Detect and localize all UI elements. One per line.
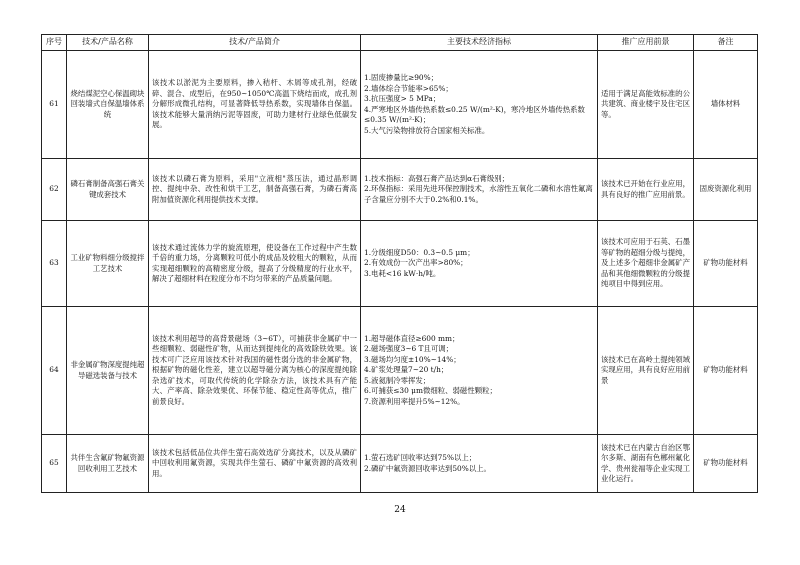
indicator-line: 1.分级细度D50：0.3~0.5 μm； <box>364 247 475 257</box>
technology-catalog-table <box>41 34 758 493</box>
indicator-line: 5.大气污染物排放符合国家相关标准。 <box>364 125 490 135</box>
row-name: 工业矿物料细分级搅拌工艺技术 <box>67 221 149 307</box>
row-note: 矿物功能材料 <box>694 435 758 493</box>
page-number: 24 <box>394 505 406 515</box>
table-row <box>42 435 758 493</box>
row-note: 矿物功能材料 <box>694 221 758 307</box>
row-seq: 64 <box>42 307 67 435</box>
indicator-line: 1.固废掺量比≥90%； <box>364 73 439 82</box>
indicator-line: 2.墙体综合节能率>65%； <box>364 83 453 93</box>
indicator-line: 2.磷矿中氟资源回收率达到50%以上。 <box>364 463 491 473</box>
row-intro: 该技术包括低品位共伴生萤石高效选矿分离技术，以及从磷矿中回收利用氟资源，实现共伴生萤石、磷矿中氟资源的高效利用。 <box>149 435 361 493</box>
row-note: 矿物功能材料 <box>694 307 758 435</box>
indicator-line: 1.萤石选矿回收率达到75%以上； <box>364 453 477 462</box>
row-note: 固废资源化利用 <box>694 159 758 221</box>
header-name: 技术/产品名称 <box>67 35 149 51</box>
indicator-line: 4.矿浆处理量7~20 t/h； <box>364 365 449 375</box>
table-row <box>42 221 758 307</box>
row-seq: 63 <box>42 221 67 307</box>
indicator-line: 2.有效成份一次产出率>80%； <box>364 258 468 268</box>
row-name: 非金属矿物深度提纯超导磁选装备与技术 <box>67 307 149 435</box>
header-note: 备注 <box>694 35 758 51</box>
row-seq: 62 <box>42 159 67 221</box>
header-indicators: 主要技术经济指标 <box>361 35 598 51</box>
indicator-line: 1.技术指标：高强石膏产品达到α石膏级别； <box>364 173 510 183</box>
row-prospect: 该技术已在高岭土提纯领域实现应用，具有良好应用前景 <box>598 307 694 435</box>
table-row <box>42 159 758 221</box>
table-row <box>42 307 758 435</box>
indicator-line: 7.资源利用率提升5%~12%。 <box>364 396 465 406</box>
row-name: 磷石膏制备高强石膏关键成套技术 <box>67 159 149 221</box>
row-intro: 该技术以淤泥为主要原料，掺入秸杆、木屑等成孔剂，经破碎、混合、成型后，在950~1050℃高温下烧结而成，成孔剂分解形成微孔结构，可显著降低导热系数，实现墙体自保温。该技术能够大量消纳污泥等固废，可助力建材行业绿色低碳发展。 <box>149 51 361 159</box>
row-intro: 该技术通过流体力学的旋流原理，使设备在工作过程中产生数千倍的重力场，分离颗粒可低小的成品及较粗大的颗粒，从而实现超细颗粒的高精密度分级，提高了分级精度的行业水平，解决了超细材料在粒度分布不均匀带来的产品质量问题。 <box>149 221 361 307</box>
header-intro: 技术/产品简介 <box>149 35 361 51</box>
row-seq: 65 <box>42 435 67 493</box>
row-name: 烧结煤泥空心保温砌块回装墙式自保温墙体系统 <box>67 51 149 159</box>
indicator-line: 3.磁场均匀度±10%~14%； <box>364 354 461 364</box>
row-indicators <box>361 51 598 159</box>
indicator-line: 2.环保指标：采用先进环保控制技术，水溶性五氧化二磷和水溶性氟离子含量应分别不大于0.2%和0.1%。 <box>364 184 593 204</box>
table-header-row <box>42 35 758 51</box>
row-prospect: 适用于满足高能效标准的公共建筑、商业楼宇及住宅区等。 <box>598 51 694 159</box>
header-prospect: 推广应用前景 <box>598 35 694 51</box>
row-name: 共伴生含氟矿物氟资源回收利用工艺技术 <box>67 435 149 493</box>
indicator-line: 3.电耗<16 kW·h/吨。 <box>364 268 441 278</box>
row-prospect: 该技术已在内蒙古自治区鄂尔多斯、湖南有色郴州氟化学、贵州瓮福等企业实现工业化运行。 <box>598 435 694 493</box>
row-prospect: 该技术可应用于石英、石墨等矿物的超细分级与提纯，及上述多个超细非金属矿产品和其他细微颗粒的分级提纯项目中得到应用。 <box>598 221 694 307</box>
row-indicators <box>361 221 598 307</box>
indicator-line: 3.抗压强度> 5 MPa； <box>364 94 441 103</box>
row-indicators <box>361 159 598 221</box>
header-seq: 序号 <box>42 35 67 51</box>
row-note: 墙体材料 <box>694 51 758 159</box>
indicator-line: 1.超导磁体直径≥600 mm； <box>364 333 460 343</box>
indicator-line: 2.磁场强度3~6 T且可调； <box>364 344 454 354</box>
table-row <box>42 51 758 159</box>
row-indicators <box>361 307 598 435</box>
row-intro: 该技术以磷石膏为原料，采用"立液相"蒸压法，通过晶形调控、提纯中杂、改性和烘干工艺，制备高强石膏，为磷石膏高附加值资源化利用提供技术支撑。 <box>149 159 361 221</box>
row-indicators <box>361 435 598 493</box>
row-prospect: 该技术已开始在行业应用，具有良好的推广应用前景。 <box>598 159 694 221</box>
row-seq: 61 <box>42 51 67 159</box>
indicator-line: 5.液氦制冷零挥发； <box>364 375 431 385</box>
indicator-line: 4.严寒地区外墙传热系数≤0.25 W/(m²·K)，寒冷地区外墙传热系数≤0.35 W/(m²·K)； <box>364 104 585 124</box>
row-intro: 该技术利用超导的高背景磁场（3~6T），可捕获非金属矿中一些细颗粒、弱磁性矿物，从而达到提纯化的高效除铁效果。该技术可广泛应用该技术针对我国的磁性弱分选的非金属矿物，根据矿物的磁化性差，建立以超导磁分离为核心的深度提纯除杂选矿技术，可取代传统的化学除杂方法，该技术具有产能大、产率高、除杂效果优、环保节能、稳定性高等优点，推广前景良好。 <box>149 307 361 435</box>
indicator-line: 6.可捕获≤30 μm微细粒、弱磁性颗粒； <box>364 386 497 396</box>
